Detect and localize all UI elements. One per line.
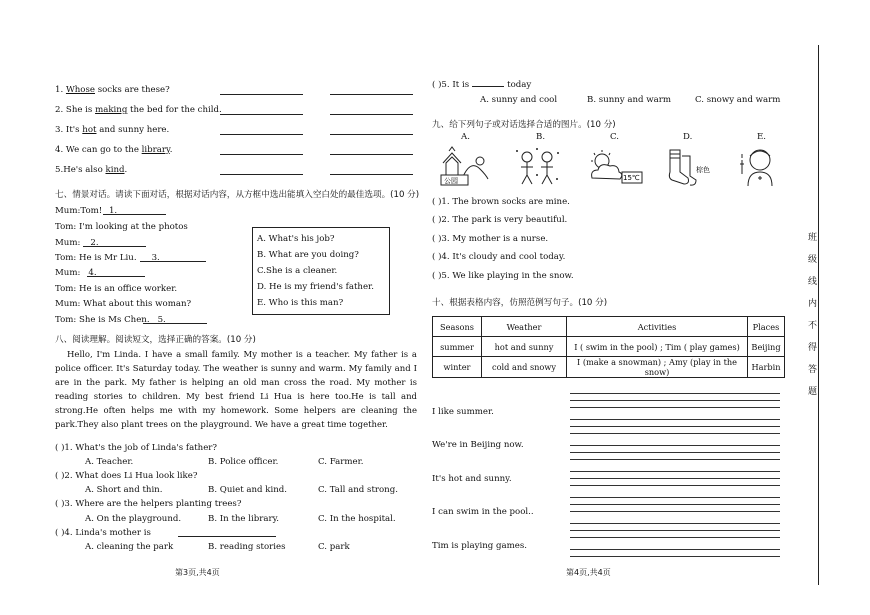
- dialogue-line: Mum: What about this woman?: [55, 299, 192, 309]
- dialogue-line: Tom: He is an office worker.: [55, 284, 178, 294]
- vocab-2: 2. She is making the bed for the child.: [55, 105, 222, 115]
- reading-passage: Hello, I'm Linda. I have a small family. My mother is a teacher. My father is a police officer. It's Saturday today. The weather is sunny and warm. My family and I are in the park. My father is helping an old man cross the road. My mother is reading stories to children. My best friend Li Hua is here too.He is tall and strong.He often helps me with my homework. Some helpers are cleaning the park.They also plant trees on the playground. We have a great time together.: [55, 350, 417, 430]
- question-2: ( )2. What does Li Hua look like?: [55, 471, 198, 481]
- choice: A. Teacher.: [85, 457, 134, 467]
- option: A. What's his job?: [257, 234, 335, 244]
- table-header: Places: [748, 317, 785, 337]
- choice: A. cleaning the park: [85, 542, 174, 552]
- vocab-4: 4. We can go to the library.: [55, 145, 173, 155]
- picture-label: A.: [461, 132, 470, 142]
- margin-char: 线: [808, 274, 817, 287]
- question-3: ( )3. Where are the helpers planting trees?: [55, 499, 242, 509]
- nurse-picture: [736, 144, 782, 188]
- section7-title: 七、情景对话。请读下面对话，根据对话内容，从方框中选出能填入空白处的最佳选项。(10 分): [55, 190, 420, 200]
- dialogue-line: Mum:Tom! 1.: [55, 206, 118, 216]
- cloudy-picture: [586, 148, 644, 186]
- table-cell: hot and sunny: [482, 337, 567, 357]
- section10-title: 十、根据表格内容，仿照范例写句子。(10 分): [432, 298, 608, 308]
- vocab-3: 3. It's hot and sunny here.: [55, 125, 170, 135]
- option: E. Who is this man?: [257, 298, 344, 308]
- dialogue-line: Tom: I'm looking at the photos: [55, 222, 188, 232]
- choice: A. sunny and cool: [480, 95, 558, 105]
- sentence: ( )1. The brown socks are mine.: [432, 197, 570, 207]
- table-cell: winter: [433, 357, 482, 378]
- table-cell: I ( swim in the pool) ; Tim ( play games): [567, 337, 748, 357]
- vocab-1: 1. Whose socks are these?: [55, 85, 170, 95]
- choice: C. park: [318, 542, 350, 552]
- section9-title: 九、给下列句子或对话选择合适的图片。(10 分): [432, 120, 616, 130]
- example-sentence: I like summer.: [432, 407, 494, 417]
- choice: C. Tall and strong.: [318, 485, 398, 495]
- example-sentence: It's hot and sunny.: [432, 474, 512, 484]
- table-cell: I (make a snowman) ; Amy (play in the snow): [567, 357, 748, 378]
- option: D. He is my friend's father.: [257, 282, 374, 292]
- sentence: ( )3. My mother is a nurse.: [432, 234, 549, 244]
- choice: C. snowy and warm: [695, 95, 781, 105]
- table-cell: summer: [433, 337, 482, 357]
- park-picture: [440, 145, 490, 187]
- dialogue-line: Mum: 2.: [55, 238, 99, 248]
- choice: C. In the hospital.: [318, 514, 396, 524]
- dialogue-line: Mum: 4.: [55, 268, 97, 278]
- choice: A. On the playground.: [85, 514, 182, 524]
- sentence: ( )5. We like playing in the snow.: [432, 271, 574, 281]
- margin-char: 答: [808, 362, 817, 375]
- table-header: Activities: [567, 317, 748, 337]
- sentence: ( )2. The park is very beautiful.: [432, 215, 568, 225]
- question-5: ( )5. It is today: [432, 80, 532, 90]
- section8-title: 八、阅读理解。阅读短文，选择正确的答案。(10 分): [55, 335, 256, 345]
- choice: B. Police officer.: [208, 457, 279, 467]
- options-box: [252, 227, 390, 315]
- table-header: Seasons: [433, 317, 482, 337]
- margin-char: 不: [808, 318, 817, 331]
- picture-label: E.: [757, 132, 767, 142]
- page-footer-right: 第4页,共4页: [566, 568, 611, 577]
- question-4: ( )4. Linda's mother is: [55, 528, 151, 538]
- picture-label: C.: [610, 132, 620, 142]
- page-footer-left: 第3页,共4页: [175, 568, 220, 577]
- margin-char: 级: [808, 252, 817, 265]
- question-1: ( )1. What's the job of Linda's father?: [55, 443, 217, 453]
- binding-line: [818, 45, 819, 585]
- option: B. What are you doing?: [257, 250, 359, 260]
- table-header: Weather: [482, 317, 567, 337]
- season-table: [432, 316, 785, 378]
- choice: B. Quiet and kind.: [208, 485, 287, 495]
- dialogue-line: Tom: He is Mr Liu. 3.: [55, 253, 160, 263]
- picture-label: D.: [683, 132, 693, 142]
- dialogue-line: Tom: She is Ms Chen. 5.: [55, 315, 166, 325]
- table-cell: Harbin: [748, 357, 785, 378]
- table-row: [433, 337, 785, 357]
- example-sentence: I can swim in the pool..: [432, 507, 534, 517]
- vocab-5: 5.He's also kind.: [55, 165, 128, 175]
- choice: A. Short and thin.: [85, 485, 163, 495]
- example-sentence: We're in Beijing now.: [432, 440, 524, 450]
- margin-char: 得: [808, 340, 817, 353]
- choice: B. sunny and warm: [587, 95, 672, 105]
- margin-char: 班: [808, 230, 817, 243]
- table-header-row: [433, 317, 785, 337]
- snow-play-picture: [513, 145, 563, 187]
- choice: B. In the library.: [208, 514, 280, 524]
- table-cell: cold and snowy: [482, 357, 567, 378]
- option: C.She is a cleaner.: [257, 266, 338, 276]
- table-row: [433, 357, 785, 378]
- margin-char: 题: [808, 384, 817, 397]
- socks-picture: [662, 146, 712, 188]
- park-sign: 公园: [444, 177, 458, 185]
- choice: B. reading stories: [208, 542, 286, 552]
- brown-label: 棕色: [696, 166, 710, 174]
- example-sentence: Tim is playing games.: [432, 541, 527, 551]
- margin-char: 内: [808, 296, 817, 309]
- picture-label: B.: [536, 132, 546, 142]
- sentence: ( )4. It's cloudy and cool today.: [432, 252, 566, 262]
- table-cell: Beijing: [748, 337, 785, 357]
- temperature-label: 15℃: [623, 174, 640, 182]
- choice: C. Farmer.: [318, 457, 364, 467]
